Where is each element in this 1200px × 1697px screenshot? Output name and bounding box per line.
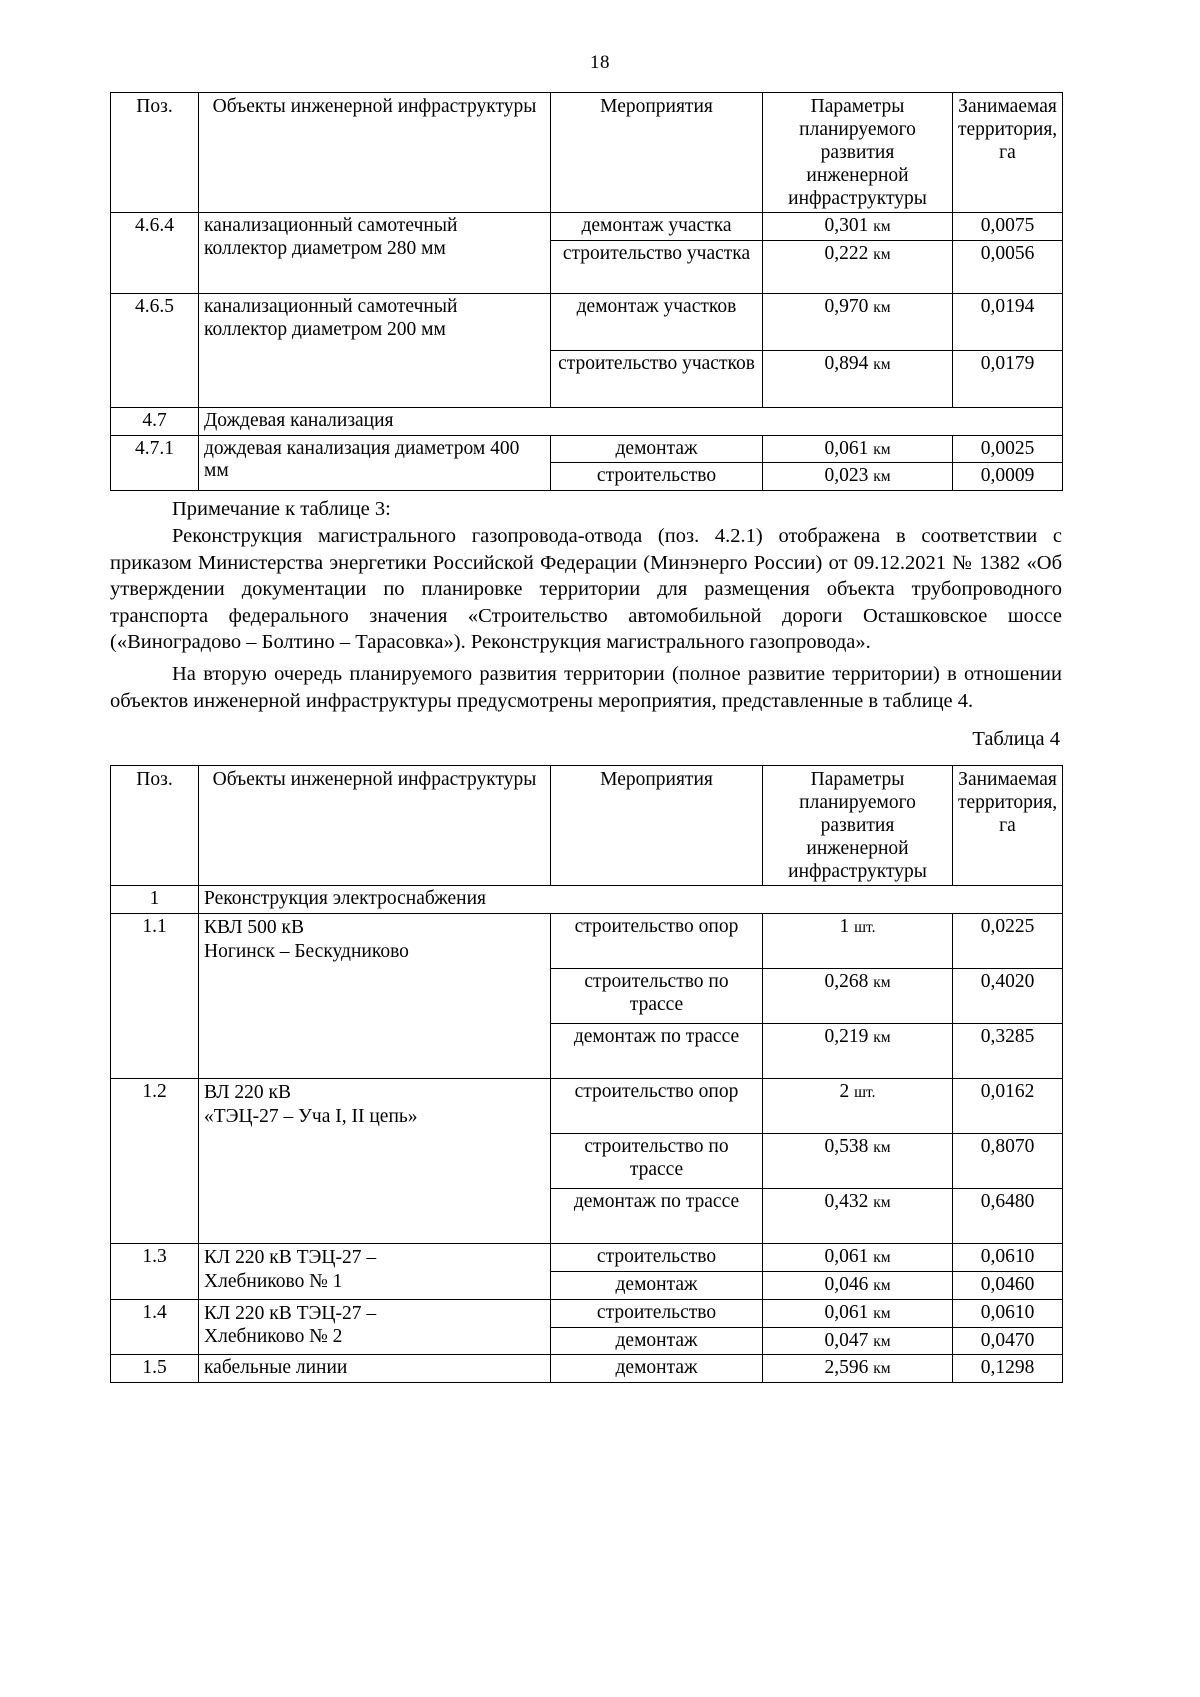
- body-paragraph: На вторую очередь планируемого развития территории (полное развитие территории) в отношении объектов инженерной инфраструктуры предусмотрены мероприятия, представленные в таблице 4.: [110, 663, 1062, 712]
- table-row: [111, 914, 1063, 969]
- object-line-1: ВЛ 220 кВ: [204, 1082, 291, 1104]
- table-row: [111, 435, 1063, 463]
- parameter-value: 0,268: [824, 971, 869, 993]
- table-4-col-pos: Поз.: [111, 766, 199, 886]
- parameter-value: 0,219: [824, 1026, 869, 1048]
- row-event: демонтаж: [551, 1355, 763, 1383]
- row-object: канализационный самотечный коллектор диаметром 200 мм: [199, 293, 551, 407]
- row-event: демонтаж участка: [551, 213, 763, 241]
- table-row: [111, 1244, 1063, 1272]
- row-territory: 0,0179: [953, 350, 1063, 407]
- row-parameter: [763, 1327, 953, 1355]
- row-territory: 0,4020: [953, 969, 1063, 1024]
- parameter-unit: км: [873, 1249, 891, 1267]
- row-event: демонтаж: [551, 1272, 763, 1300]
- row-pos: 1.3: [111, 1244, 199, 1300]
- row-pos: 1.2: [111, 1079, 199, 1244]
- row-territory: 0,3285: [953, 1024, 1063, 1079]
- note-heading: Примечание к таблице 3:: [172, 498, 391, 521]
- row-parameter: [763, 1134, 953, 1189]
- parameter-unit: км: [873, 1277, 891, 1294]
- row-parameter: [763, 1299, 953, 1327]
- row-parameter: [763, 969, 953, 1024]
- parameter-unit: км: [873, 1194, 891, 1212]
- table-3-col-pos: Поз.: [111, 93, 199, 213]
- parameter-unit: км: [873, 245, 891, 263]
- row-territory: 0,8070: [953, 1134, 1063, 1189]
- row-territory: 0,0025: [953, 435, 1063, 463]
- row-territory: 0,0056: [953, 240, 1063, 293]
- row-object: [199, 1244, 551, 1300]
- page-number: 18: [590, 52, 610, 73]
- row-parameter: [763, 350, 953, 407]
- row-object: канализационный самотечный коллектор диаметром 280 мм: [199, 213, 551, 294]
- row-event: демонтаж участков: [551, 293, 763, 350]
- row-event: строительство: [551, 1244, 763, 1272]
- row-parameter: [763, 1189, 953, 1244]
- row-event: строительство: [551, 463, 763, 491]
- row-event: демонтаж: [551, 435, 763, 463]
- row-object: кабельные линии: [199, 1355, 551, 1383]
- row-pos: 1.5: [111, 1355, 199, 1383]
- table-3-col-parameters: Параметры планируемого развития инженерной инфраструктуры: [763, 93, 953, 213]
- row-pos: 4.6.4: [111, 213, 199, 294]
- object-line-1: КЛ 220 кВ ТЭЦ-27 –: [204, 1302, 377, 1324]
- parameter-unit: км: [873, 468, 891, 486]
- table-3-col-events: Мероприятия: [551, 93, 763, 213]
- row-territory: 0,0009: [953, 463, 1063, 491]
- table-section-row: [111, 407, 1063, 435]
- row-event: строительство: [551, 1299, 763, 1327]
- object-line-2: «ТЭЦ-27 – Уча I, II цепь»: [204, 1105, 418, 1127]
- table-4: [110, 765, 1063, 1383]
- row-territory: 0,1298: [953, 1355, 1063, 1383]
- row-territory: 0,0470: [953, 1327, 1063, 1355]
- row-event: строительство участков: [551, 350, 763, 407]
- section-title: Реконструкция электроснабжения: [199, 886, 1063, 914]
- table-4-col-events: Мероприятия: [551, 766, 763, 886]
- row-territory: 0,0075: [953, 213, 1063, 241]
- page-content: [110, 92, 1062, 1383]
- parameter-unit: км: [873, 1360, 891, 1378]
- table-3: [110, 92, 1063, 491]
- table-4-col-objects: Объекты инженерной инфраструктуры: [199, 766, 551, 886]
- parameter-value: 1: [839, 916, 850, 938]
- parameter-unit: км: [873, 1029, 891, 1047]
- row-pos: 1.1: [111, 914, 199, 1079]
- row-territory: 0,0460: [953, 1272, 1063, 1300]
- object-line-1: КВЛ 500 кВ: [204, 917, 304, 939]
- parameter-unit: км: [873, 974, 891, 992]
- section-pos: 1: [111, 886, 199, 914]
- parameter-value: 2: [839, 1081, 850, 1103]
- table-row: [111, 293, 1063, 350]
- row-parameter: [763, 1024, 953, 1079]
- section-title: Дождевая канализация: [199, 407, 1063, 435]
- note-body: Реконструкция магистрального газопровода-отвода (поз. 4.2.1) отображена в соответствии с приказом Министерства энергетики Российской Федерации (Минэнерго России) от 09.12.2021 № 1382 «Об утверждении документации по планировке территории для размещения объекта трубопроводного транспорта федерального значения «Строительство автомобильной дороги Осташковское шоссе («Виноградово – Болтино – Тарасовка»). Реконструкция магистрального газопровода».: [110, 524, 1062, 654]
- parameter-value: 0,301: [824, 215, 869, 236]
- parameter-value: 0,046: [824, 1274, 869, 1295]
- parameter-unit: км: [873, 355, 891, 373]
- row-parameter: [763, 463, 953, 491]
- table-section-row: [111, 886, 1063, 914]
- table-3-col-objects: Объекты инженерной инфраструктуры: [199, 93, 551, 213]
- row-event: демонтаж: [551, 1327, 763, 1355]
- row-event: демонтаж по трассе: [551, 1024, 763, 1079]
- row-event: строительство по трассе: [551, 969, 763, 1024]
- parameter-value: 0,538: [824, 1136, 869, 1158]
- row-event: строительство участка: [551, 240, 763, 293]
- parameter-value: 0,894: [824, 352, 869, 374]
- row-parameter: [763, 1355, 953, 1383]
- parameter-value: 0,047: [824, 1329, 869, 1351]
- row-parameter: [763, 914, 953, 969]
- parameter-unit: км: [873, 440, 891, 458]
- table-row: [111, 213, 1063, 241]
- row-territory: 0,0225: [953, 914, 1063, 969]
- parameter-value: 0,061: [824, 1301, 869, 1323]
- table-3-col-territory: Занимаемая территория, га: [953, 93, 1063, 213]
- parameter-unit: км: [873, 1304, 891, 1322]
- table-4-col-territory: Занимаемая территория, га: [953, 766, 1063, 886]
- row-parameter: [763, 1272, 953, 1300]
- row-parameter: [763, 293, 953, 350]
- parameter-unit: км: [873, 298, 891, 316]
- parameter-value: 0,061: [824, 1246, 869, 1268]
- table-row: [111, 1079, 1063, 1134]
- row-territory: 0,0162: [953, 1079, 1063, 1134]
- row-parameter: [763, 1079, 953, 1134]
- table-4-header-row: [111, 766, 1063, 886]
- object-line-2: Ногинск – Бескудниково: [204, 940, 409, 962]
- row-parameter: [763, 213, 953, 241]
- row-event: строительство опор: [551, 1079, 763, 1134]
- parameter-unit: шт.: [854, 1084, 876, 1102]
- row-pos: 4.7.1: [111, 435, 199, 491]
- row-pos: 1.4: [111, 1299, 199, 1355]
- parameter-value: 0,023: [824, 465, 869, 487]
- table-row: [111, 1299, 1063, 1327]
- row-parameter: [763, 240, 953, 293]
- parameter-unit: км: [873, 218, 891, 235]
- table-3-header-row: [111, 93, 1063, 213]
- parameter-unit: км: [873, 1332, 891, 1350]
- table-4-col-parameters: Параметры планируемого развития инженерной инфраструктуры: [763, 766, 953, 886]
- row-parameter: [763, 1244, 953, 1272]
- table-4-caption: Таблица 4: [972, 728, 1060, 751]
- object-line-2: Хлебниково № 2: [204, 1326, 343, 1348]
- row-object: [199, 914, 551, 1079]
- row-territory: 0,0610: [953, 1244, 1063, 1272]
- row-event: строительство по трассе: [551, 1134, 763, 1189]
- row-territory: 0,0610: [953, 1299, 1063, 1327]
- parameter-value: 2,596: [824, 1357, 869, 1379]
- section-pos: 4.7: [111, 407, 199, 435]
- parameter-value: 0,222: [824, 242, 869, 264]
- object-line-2: Хлебниково № 1: [204, 1270, 343, 1292]
- parameter-unit: шт.: [854, 919, 876, 937]
- row-territory: 0,0194: [953, 293, 1063, 350]
- table-row: [111, 1355, 1063, 1383]
- parameter-value: 0,061: [824, 437, 869, 459]
- row-event: строительство опор: [551, 914, 763, 969]
- parameter-unit: км: [873, 1139, 891, 1157]
- parameter-value: 0,970: [824, 295, 869, 317]
- object-line-1: КЛ 220 кВ ТЭЦ-27 –: [204, 1247, 377, 1269]
- row-object: [199, 1299, 551, 1355]
- parameter-value: 0,432: [824, 1191, 869, 1213]
- row-pos: 4.6.5: [111, 293, 199, 407]
- row-object: дождевая канализация диаметром 400 мм: [199, 435, 551, 491]
- row-parameter: [763, 435, 953, 463]
- row-object: [199, 1079, 551, 1244]
- row-event: демонтаж по трассе: [551, 1189, 763, 1244]
- row-territory: 0,6480: [953, 1189, 1063, 1244]
